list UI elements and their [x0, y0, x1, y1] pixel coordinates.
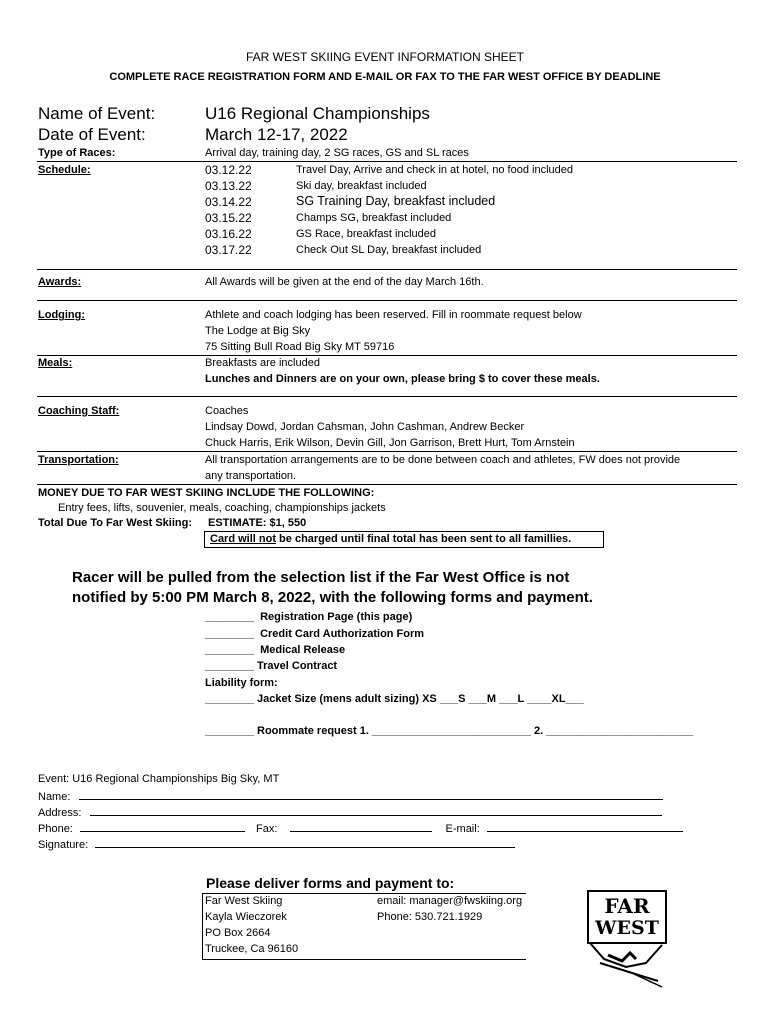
schedule-date: 03.12.22 — [205, 163, 252, 177]
total-label: Total Due To Far West Skiing: — [38, 517, 193, 529]
schedule-date: 03.16.22 — [205, 227, 252, 241]
checklist-blank: ________ — [205, 725, 254, 737]
lodging-label: Lodging: — [38, 309, 86, 321]
checklist-label: Medical Release — [260, 644, 346, 656]
checklist-item-roommate[interactable] — [205, 725, 693, 737]
transport-line: any transportation. — [205, 470, 297, 482]
fax-field[interactable] — [290, 821, 432, 832]
checklist-item-credit[interactable] — [205, 628, 424, 640]
money-items: Entry fees, lifts, souvenier, meals, coaching, championships jackets — [58, 502, 386, 514]
schedule-date: 03.17.22 — [205, 243, 252, 257]
form-event-line: Event: U16 Regional Championships Big Sky, MT — [38, 773, 280, 785]
meals-line: Breakfasts are included — [205, 357, 320, 369]
event-date-value: March 12-17, 2022 — [205, 125, 348, 144]
lodging-line: The Lodge at Big Sky — [205, 325, 311, 337]
schedule-desc: GS Race, breakfast included — [296, 228, 437, 240]
checklist-blank: ________ — [205, 660, 254, 672]
schedule-desc: Champs SG, breakfast included — [296, 212, 452, 224]
deliver-box-number: PO Box 2664 — [205, 927, 271, 939]
checklist-blank: ________ — [205, 644, 254, 656]
schedule-date: 03.13.22 — [205, 179, 252, 193]
schedule-date: 03.15.22 — [205, 211, 252, 225]
deliver-org: Far West Skiing — [205, 895, 283, 907]
signature-label: Signature: — [38, 839, 89, 851]
coaching-line: Coaches — [205, 405, 249, 417]
divider — [37, 484, 737, 485]
form-address-row[interactable] — [38, 805, 662, 819]
deliver-city: Truckee, Ca 96160 — [205, 943, 299, 955]
deliver-person: Kayla Wieczorek — [205, 911, 287, 923]
divider — [37, 300, 737, 301]
schedule-desc: Ski day, breakfast included — [296, 180, 427, 192]
fax-label: Fax: — [256, 823, 278, 835]
meals-label: Meals: — [38, 357, 73, 369]
checklist-label: Travel Contract — [257, 660, 338, 672]
warning-line: Racer will be pulled from the selection list if the Far West Office is not — [72, 569, 570, 586]
form-contact-row[interactable] — [38, 821, 683, 835]
card-notice-text: be charged until final total has been sent to all famillies. — [276, 533, 572, 545]
divider — [37, 269, 737, 270]
phone-label: Phone: — [38, 823, 73, 835]
checklist-blank: ________ — [205, 693, 254, 705]
jacket-size-field[interactable]: Jacket Size (mens adult sizing) XS ___S ___M ___L ____XL___ — [257, 693, 584, 705]
divider — [37, 161, 737, 162]
coaching-line: Chuck Harris, Erik Wilson, Devin Gill, Jon Garrison, Brett Hurt, Tom Arnstein — [205, 437, 575, 449]
address-field[interactable] — [90, 805, 662, 816]
event-date-label: Date of Event: — [38, 125, 146, 144]
schedule-desc: Check Out SL Day, breakfast included — [296, 244, 482, 256]
transport-label: Transportation: — [38, 454, 119, 466]
races-value: Arrival day, training day, 2 SG races, GS and SL races — [205, 147, 469, 159]
email-label: E-mail: — [445, 823, 480, 835]
lodging-line: 75 Sitting Bull Road Big Sky MT 59716 — [205, 341, 395, 353]
deliver-phone: Phone: 530.721.1929 — [377, 911, 483, 923]
phone-field[interactable] — [80, 821, 245, 832]
coaching-label: Coaching Staff: — [38, 405, 120, 417]
signature-field[interactable] — [95, 837, 515, 848]
awards-value: All Awards will be given at the end of the day March 16th. — [205, 276, 484, 288]
card-notice-box — [204, 531, 604, 548]
checklist-item-travel[interactable] — [205, 660, 337, 672]
awards-label: Awards: — [38, 276, 82, 288]
checklist-item-registration[interactable] — [205, 611, 412, 623]
card-notice-emphasis: Card will not — [210, 533, 276, 545]
event-name-label: Name of Event: — [38, 104, 156, 123]
meals-line-bold: Lunches and Dinners are on your own, please bring $ to cover these meals. — [205, 373, 600, 385]
checklist-blank: ________ — [205, 628, 254, 640]
lodging-line: Athlete and coach lodging has been reserved. Fill in roommate request below — [205, 309, 582, 321]
far-west-logo-graphic — [586, 889, 670, 989]
checklist-label: Credit Card Authorization Form — [260, 628, 425, 640]
logo-text: WEST — [595, 917, 659, 939]
logo-text: FAR — [604, 894, 650, 918]
divider — [37, 451, 737, 452]
transport-line: All transportation arrangements are to be done between coach and athletes, FW does not provide — [205, 454, 681, 466]
form-name-row[interactable] — [38, 789, 663, 803]
deliver-email[interactable]: email: manager@fwskiing.org — [377, 895, 523, 907]
checklist-label: Registration Page (this page) — [260, 611, 413, 623]
schedule-date: 03.14.22 — [205, 195, 252, 209]
schedule-desc: Travel Day, Arrive and check in at hotel, no food included — [296, 164, 573, 176]
far-west-logo — [586, 889, 670, 989]
coaching-line: Lindsay Dowd, Jordan Cahsman, John Cashman, Andrew Becker — [205, 421, 525, 433]
schedule-label: Schedule: — [38, 164, 91, 176]
form-signature-row[interactable] — [38, 837, 515, 851]
document-title: FAR WEST SKIING EVENT INFORMATION SHEET — [245, 50, 525, 64]
document-subtitle: COMPLETE RACE REGISTRATION FORM AND E-MAIL OR FAX TO THE FAR WEST OFFICE BY DEADLINE — [109, 71, 661, 83]
event-name-value: U16 Regional Championships — [205, 104, 430, 123]
checklist-item-jacket[interactable] — [205, 693, 584, 705]
email-field[interactable] — [487, 821, 683, 832]
checklist-item-medical[interactable] — [205, 644, 345, 656]
checklist-blank: ________ — [205, 611, 254, 623]
warning-line: notified by 5:00 PM March 8, 2022, with the following forms and payment. — [72, 589, 593, 606]
money-heading: MONEY DUE TO FAR WEST SKIING INCLUDE THE FOLLOWING: — [38, 487, 375, 499]
races-label: Type of Races: — [38, 147, 116, 159]
address-label: Address: — [38, 807, 82, 819]
name-field[interactable] — [79, 789, 663, 800]
deliver-heading: Please deliver forms and payment to: — [206, 875, 455, 891]
divider — [37, 396, 737, 397]
schedule-desc: SG Training Day, breakfast included — [296, 194, 496, 208]
name-label: Name: — [38, 791, 71, 803]
roommate-request-field[interactable]: Roommate request 1. __________________________ 2. ________________________ — [257, 725, 694, 737]
total-value: ESTIMATE: $1, 550 — [208, 517, 307, 529]
divider — [37, 355, 737, 356]
liability-label: Liability form: — [205, 677, 278, 689]
